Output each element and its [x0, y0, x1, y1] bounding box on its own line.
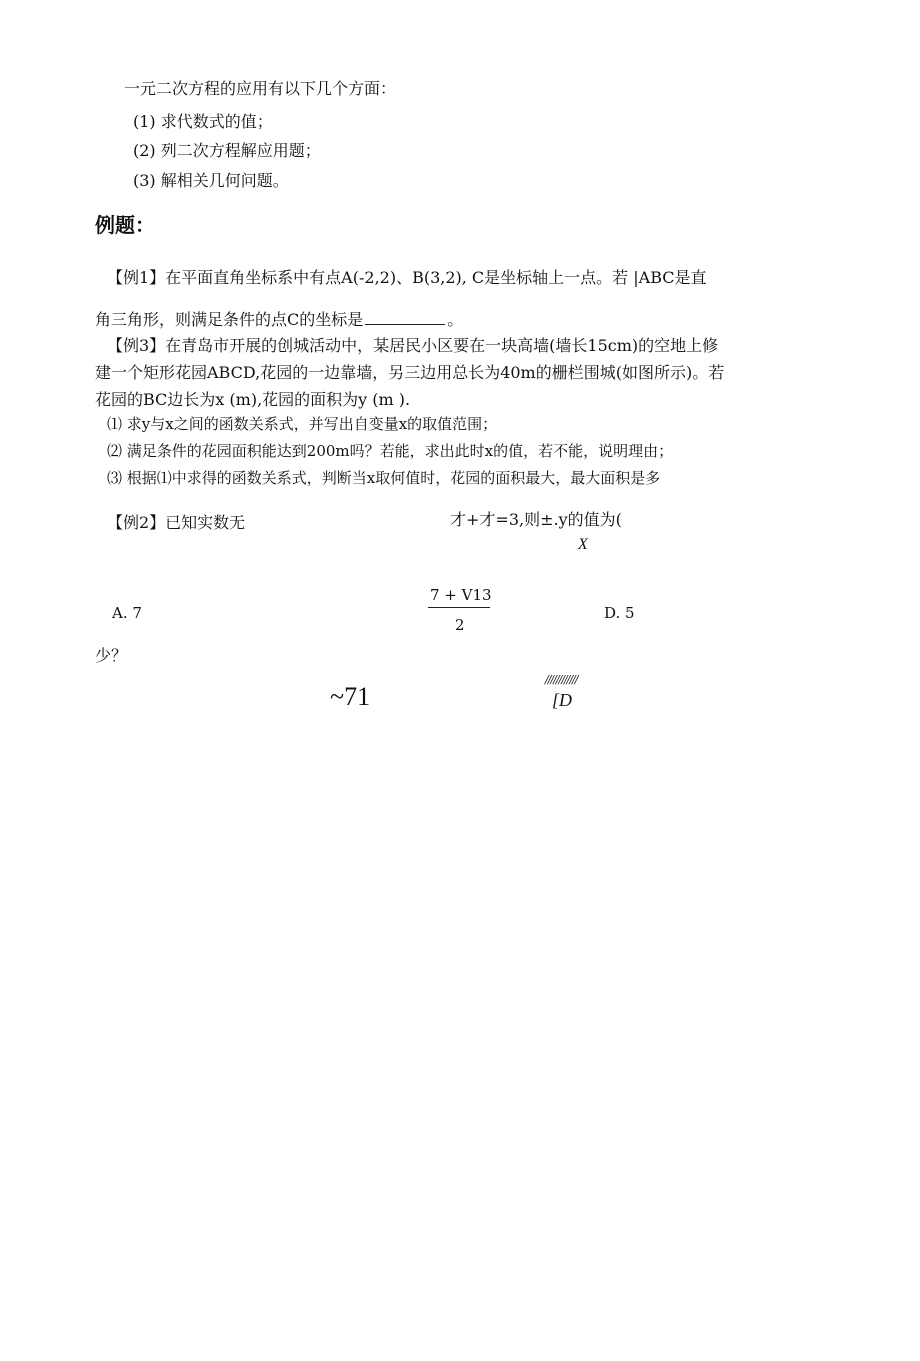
fraction-numerator: 7 + V13 — [430, 586, 492, 604]
fraction-bar — [428, 607, 490, 608]
ex2-condition: 才+才=3,则±.y的值为( — [450, 510, 622, 529]
section-heading: 例题： — [95, 213, 155, 237]
ex3-line-2: 建一个矩形花园ABCD,花园的一边靠墙，另三边用总长为40m的栅栏围城(如图所示)。若 — [95, 363, 725, 382]
ex3-line-1: 【例3】在青岛市开展的创城活动中，某居民小区要在一块高墙(墙长15cm)的空地上修 — [107, 336, 719, 355]
wall-hatch: //////////// — [545, 673, 578, 686]
intro-item-1: (1) 求代数式的值； — [133, 112, 273, 131]
answer-blank — [365, 312, 445, 325]
ex1-line-2-text: 角三角形，则满足条件的点C的坐标是 — [95, 310, 364, 329]
ex1-line-2-end: 。 — [447, 310, 464, 329]
ex3-question-3: ⑶ 根据⑴中求得的函数关系式，判断当x取何值时，花园的面积最大，最大面积是多 — [107, 469, 661, 487]
ex1-line-1: 【例1】在平面直角坐标系中有点A(-2,2)、B(3,2), C是坐标轴上一点。若 |ABC是直 — [107, 268, 707, 287]
intro-title: 一元二次方程的应用有以下几个方面： — [124, 79, 397, 98]
ex3-question-2: ⑵ 满足条件的花园面积能达到200m吗？若能，求出此时x的值，若不能，说明理由； — [107, 442, 674, 460]
ex3-question-1: ⑴ 求y与x之间的函数关系式，并写出自变量x的取值范围； — [107, 415, 498, 433]
fraction-denominator: 2 — [455, 616, 465, 634]
intro-item-2: (2) 列二次方程解应用题； — [133, 141, 321, 160]
ex1-line-2 — [95, 312, 463, 328]
option-a: A. 7 — [112, 604, 142, 622]
ex3-line-3: 花园的BC边长为x (m),花园的面积为y (m ). — [95, 390, 411, 409]
ex2-var-x: X — [578, 536, 588, 553]
intro-item-3: (3) 解相关几何问题。 — [133, 171, 289, 190]
figure-label-71: ~71 — [330, 682, 371, 711]
ex2-label: 【例2】已知实数无 — [107, 513, 246, 532]
figure-label-d: [D — [552, 690, 573, 710]
ex3-question-3-end: 少？ — [95, 646, 128, 665]
option-d: D. 5 — [604, 604, 635, 622]
